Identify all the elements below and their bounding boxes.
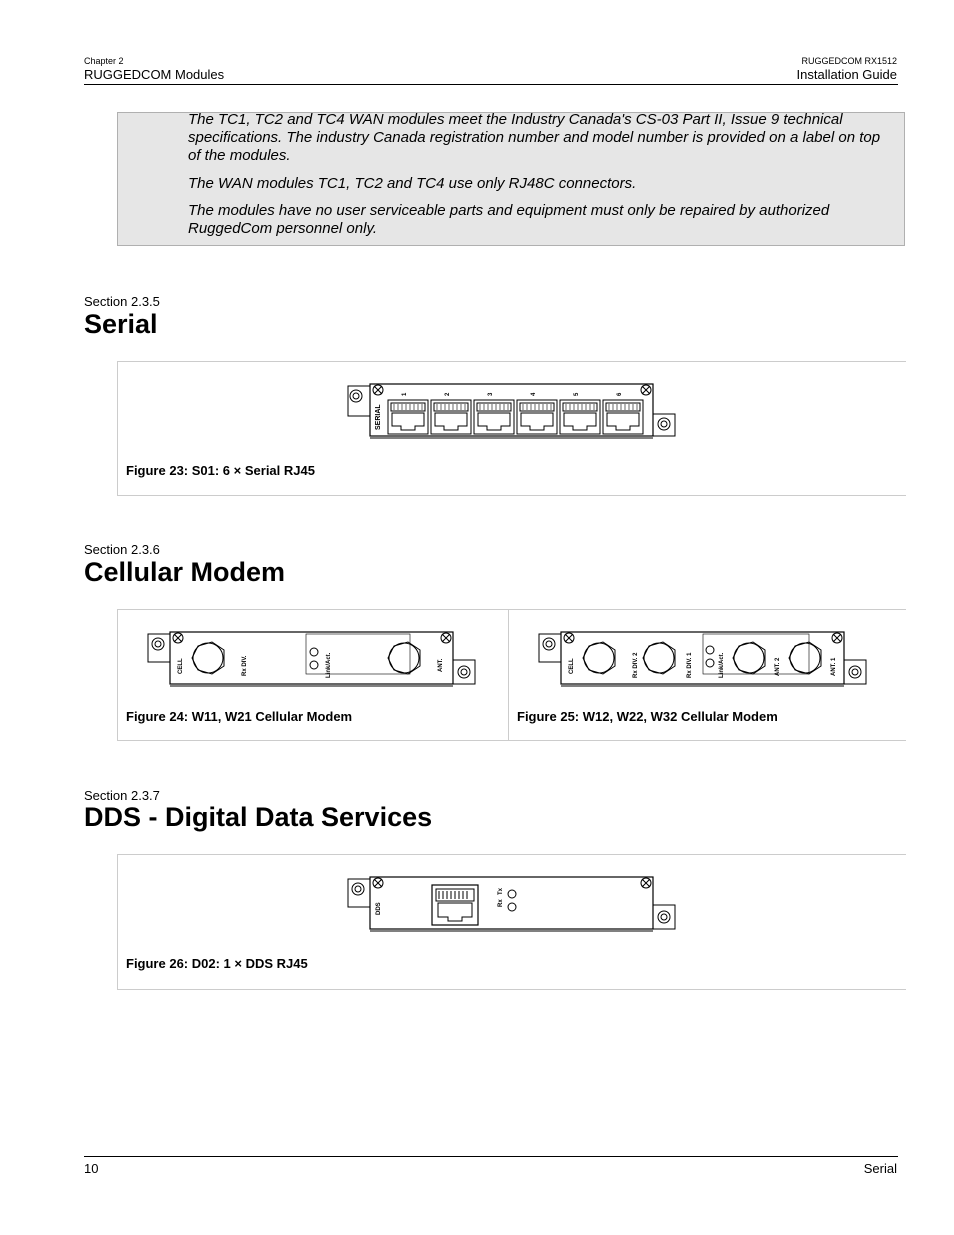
section-label-dds: Section 2.3.7 bbox=[84, 788, 160, 803]
footer-page-number: 10 bbox=[84, 1161, 99, 1176]
figure-26-box bbox=[117, 854, 906, 990]
rx-label: Rx bbox=[498, 899, 504, 907]
rxdiv1-label: Rx DIV. 1 bbox=[687, 652, 693, 678]
link-act-label: Link/Act. bbox=[326, 652, 332, 678]
tx-label: Tx bbox=[498, 887, 504, 895]
serial-port-number: 5 bbox=[574, 392, 580, 396]
serial-port-3 bbox=[474, 392, 514, 434]
serial-port-5 bbox=[560, 392, 600, 434]
header-chapter: Chapter 2 bbox=[84, 56, 124, 66]
figure-25-box bbox=[509, 609, 906, 741]
section-title-dds: DDS - Digital Data Services bbox=[84, 802, 433, 832]
serial-port-number: 3 bbox=[488, 392, 494, 396]
header-product: RUGGEDCOM RX1512 bbox=[801, 56, 897, 66]
serial-module-label: SERIAL bbox=[375, 404, 382, 430]
section-title-cellular: Cellular Modem bbox=[84, 557, 286, 587]
figure-24-box bbox=[117, 609, 509, 741]
header-chapter-title: RUGGEDCOM Modules bbox=[84, 67, 225, 82]
note-box bbox=[117, 112, 905, 246]
footer-rule bbox=[84, 1156, 898, 1157]
note-paragraph-3: The modules have no user serviceable parts and equipment must only be repaired by authorized RuggedCom personnel only. bbox=[188, 202, 830, 237]
rxdiv2-label: Rx DIV. 2 bbox=[633, 652, 639, 678]
figure-25-caption: Figure 25: W12, W22, W32 Cellular Modem bbox=[517, 709, 778, 724]
serial-port-6 bbox=[603, 392, 643, 434]
cell-label: CELL bbox=[569, 658, 575, 674]
serial-port-number: 2 bbox=[445, 392, 451, 396]
cellular-w11-image bbox=[146, 628, 481, 693]
link-act-label: Link/Act. bbox=[719, 652, 725, 678]
serial-port-1 bbox=[388, 392, 428, 434]
figure-23-box bbox=[117, 361, 906, 496]
serial-port-number: 6 bbox=[617, 392, 623, 396]
section-title-serial: Serial bbox=[84, 309, 158, 339]
serial-port-4 bbox=[517, 392, 557, 434]
ant-label: ANT. bbox=[438, 658, 444, 672]
serial-port-number: 4 bbox=[531, 392, 537, 396]
cell-label: CELL bbox=[178, 658, 184, 674]
note-paragraph-2: The WAN modules TC1, TC2 and TC4 use only RJ48C connectors. bbox=[188, 175, 637, 192]
serial-module-image bbox=[346, 380, 681, 445]
dds-module-image bbox=[346, 873, 681, 938]
figure-26-caption: Figure 26: D02: 1 × DDS RJ45 bbox=[126, 956, 308, 971]
header-guide: Installation Guide bbox=[796, 67, 897, 82]
figure-24-caption: Figure 24: W11, W21 Cellular Modem bbox=[126, 709, 353, 724]
cellular-w12-image bbox=[537, 628, 872, 693]
rxdiv-label: Rx DIV. bbox=[242, 655, 248, 676]
footer-section-name: Serial bbox=[863, 1161, 897, 1176]
ant1-label: ANT. 1 bbox=[831, 657, 837, 676]
serial-port-2 bbox=[431, 392, 471, 434]
dds-label: DDS bbox=[376, 902, 382, 915]
header-rule bbox=[84, 84, 898, 85]
section-label-serial: Section 2.3.5 bbox=[84, 294, 160, 309]
figure-23-caption: Figure 23: S01: 6 × Serial RJ45 bbox=[126, 463, 315, 478]
note-paragraph-1: The TC1, TC2 and TC4 WAN modules meet the Industry Canada's CS-03 Part II, Issue 9 technical specifications. The industry Canada registration number and model number is provided on a label on top of the modules. bbox=[188, 111, 881, 164]
ant2-label: ANT. 2 bbox=[775, 657, 781, 676]
serial-port-number: 1 bbox=[402, 392, 408, 396]
section-label-cellular: Section 2.3.6 bbox=[84, 542, 160, 557]
